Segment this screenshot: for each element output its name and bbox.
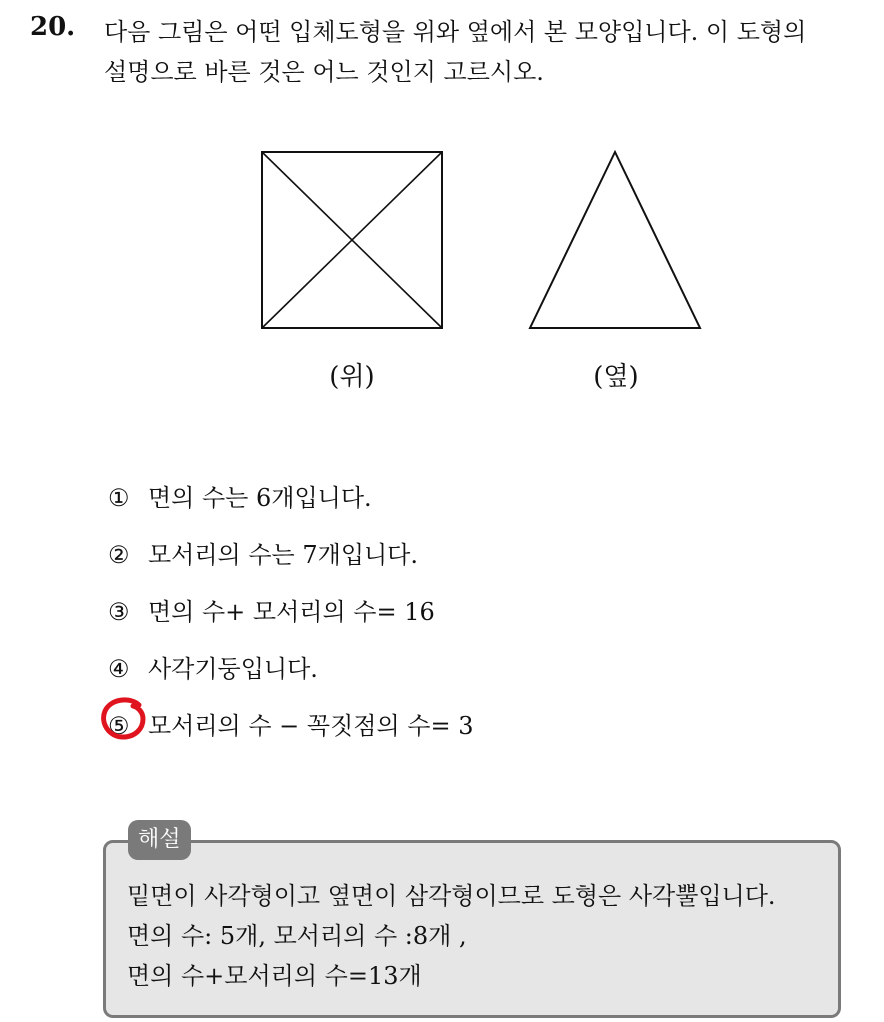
solution-line-1: 밑면이 사각형이고 옆면이 삼각형이므로 도형은 사각뿔입니다. (127, 882, 776, 910)
side-view-label: (옆) (593, 362, 639, 392)
question-text-line-2: 설명으로 바른 것은 어느 것인지 고르시오. (104, 58, 544, 86)
side-view-figure (526, 148, 706, 332)
choice-4-number: ④ (108, 655, 130, 683)
answer-circle-mark (99, 695, 151, 743)
choice-2-number: ② (108, 541, 130, 569)
choice-5-text: 모서리의 수 − 꼭짓점의 수= 3 (148, 712, 474, 740)
choice-3-text: 면의 수+ 모서리의 수= 16 (148, 598, 435, 626)
choice-1-number: ① (108, 484, 130, 512)
choice-4-text: 사각기둥입니다. (148, 655, 318, 683)
solution-tag: 해설 (128, 820, 191, 860)
question-text (104, 12, 864, 92)
choice-5[interactable] (108, 706, 473, 741)
solution-line-3: 면의 수+모서리의 수=13개 (127, 962, 422, 990)
solution-line-2: 면의 수: 5개, 모서리의 수 :8개 , (127, 922, 467, 950)
choice-2[interactable] (108, 535, 418, 570)
side-view-triangle (530, 152, 700, 328)
choice-4[interactable] (108, 649, 318, 684)
choice-3[interactable] (108, 592, 435, 627)
choice-3-number: ③ (108, 598, 130, 626)
top-view-figure (258, 148, 448, 332)
choice-1-text: 면의 수는 6개입니다. (148, 484, 372, 512)
question-text-line-1: 다음 그림은 어떤 입체도형을 위와 옆에서 본 모양입니다. 이 도형의 (104, 18, 807, 46)
top-view-label: (위) (329, 362, 375, 392)
choice-5-number: ⑤ (108, 712, 130, 740)
choice-2-text: 모서리의 수는 7개입니다. (148, 541, 418, 569)
question-number: 20. (30, 12, 76, 42)
choice-1[interactable] (108, 478, 372, 513)
